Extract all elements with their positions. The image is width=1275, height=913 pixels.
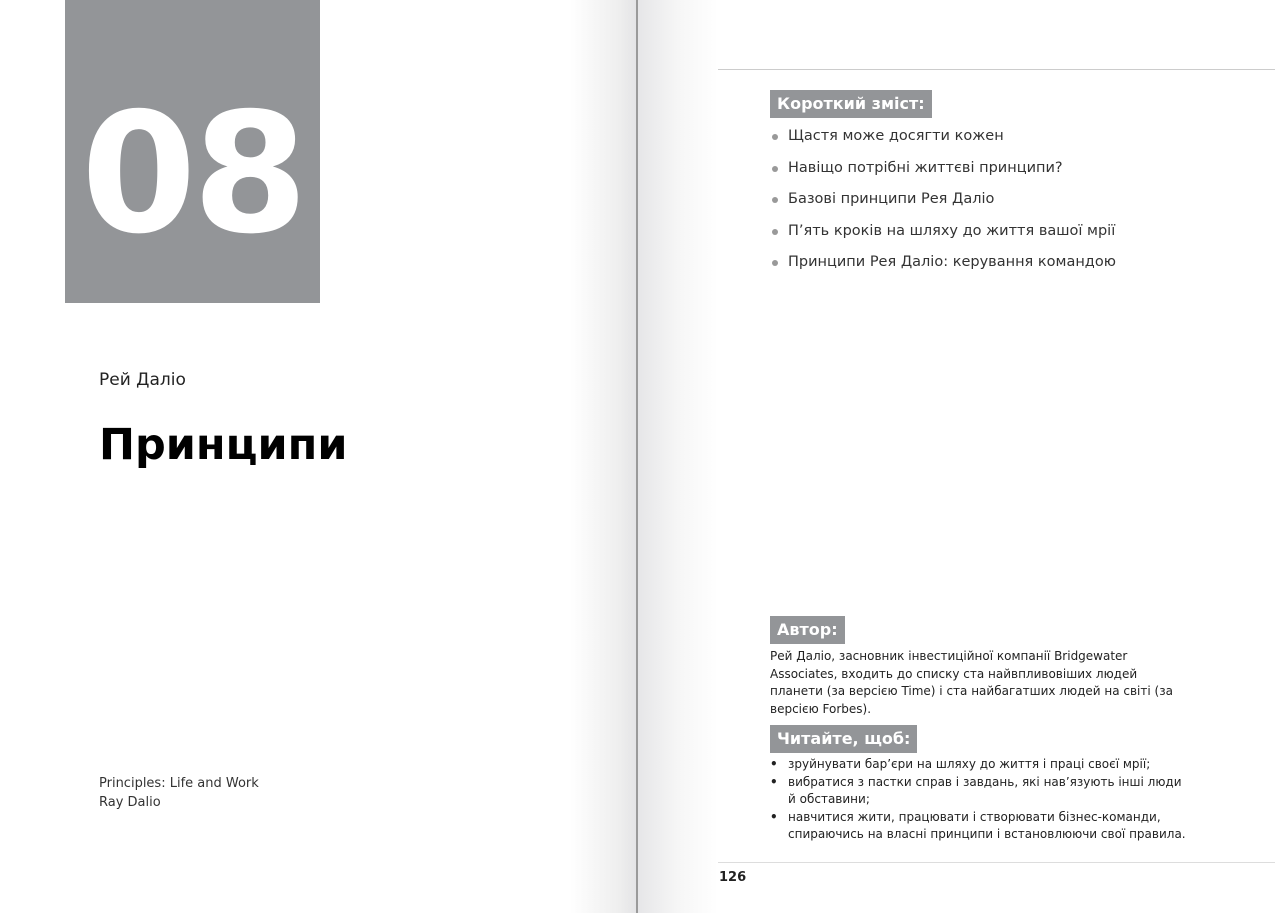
read-item-text: зруйнувати бар’єри на шляху до життя і праці своєї мрії; xyxy=(788,757,1151,771)
summary-item xyxy=(772,223,1116,255)
summary-item-text: Щастя може досягти кожен xyxy=(788,128,1004,144)
read-item-text: вибратися з пастки справ і завдань, які нав’язують інші люди й обставини; xyxy=(788,774,1182,806)
summary-item-text: Базові принципи Рея Даліо xyxy=(788,191,995,208)
bullet-icon xyxy=(772,260,778,266)
read-list xyxy=(770,756,1190,844)
author-bio: Рей Даліо, засновник інвестиційної компанії Bridgewater Associates, входить до списку ста найвпливовіших людей планети (за версією Time) і ста найбагатших людей на світі (за версією Forbes). xyxy=(770,649,1173,716)
bullet-icon: • xyxy=(770,774,778,789)
summary-item xyxy=(772,160,1116,192)
page-number: 126 xyxy=(719,870,747,885)
summary-item xyxy=(772,128,1116,160)
bullet-icon xyxy=(772,134,778,140)
read-item xyxy=(770,809,1190,844)
bullet-icon xyxy=(772,197,778,203)
summary-item xyxy=(772,254,1116,286)
original-author: Ray Dalio xyxy=(99,795,161,810)
top-divider xyxy=(718,69,1275,70)
original-title: Principles: Life and Work xyxy=(99,776,259,791)
bullet-icon xyxy=(772,229,778,235)
bullet-icon: • xyxy=(770,809,778,824)
chapter-number: 08 xyxy=(80,78,304,271)
read-item xyxy=(770,774,1190,809)
read-item-text: навчитися жити, працювати і створювати бізнес-команди, спираючись на власні принципи і встановлюючи свої правила. xyxy=(788,809,1186,841)
summary-item-text: Навіщо потрібні життєві принципи? xyxy=(788,159,1063,176)
summary-label: Короткий зміст: xyxy=(770,90,932,118)
summary-item-text: Принципи Рея Даліо: керування командою xyxy=(788,254,1116,271)
chapter-number-block xyxy=(65,0,320,303)
bullet-icon: • xyxy=(770,757,778,771)
original-edition xyxy=(99,774,259,812)
read-label: Читайте, щоб: xyxy=(770,725,917,753)
left-page xyxy=(0,0,637,913)
summary-list xyxy=(772,128,1116,286)
book-title: Принципи xyxy=(99,420,348,470)
summary-item-text: П’ять кроків на шляху до життя вашої мрії xyxy=(788,222,1116,239)
read-item xyxy=(770,756,1190,774)
book-author: Рей Даліо xyxy=(99,370,186,390)
summary-item xyxy=(772,191,1116,223)
bottom-divider xyxy=(718,862,1275,863)
author-label: Автор: xyxy=(770,616,845,644)
bullet-icon xyxy=(772,166,778,172)
